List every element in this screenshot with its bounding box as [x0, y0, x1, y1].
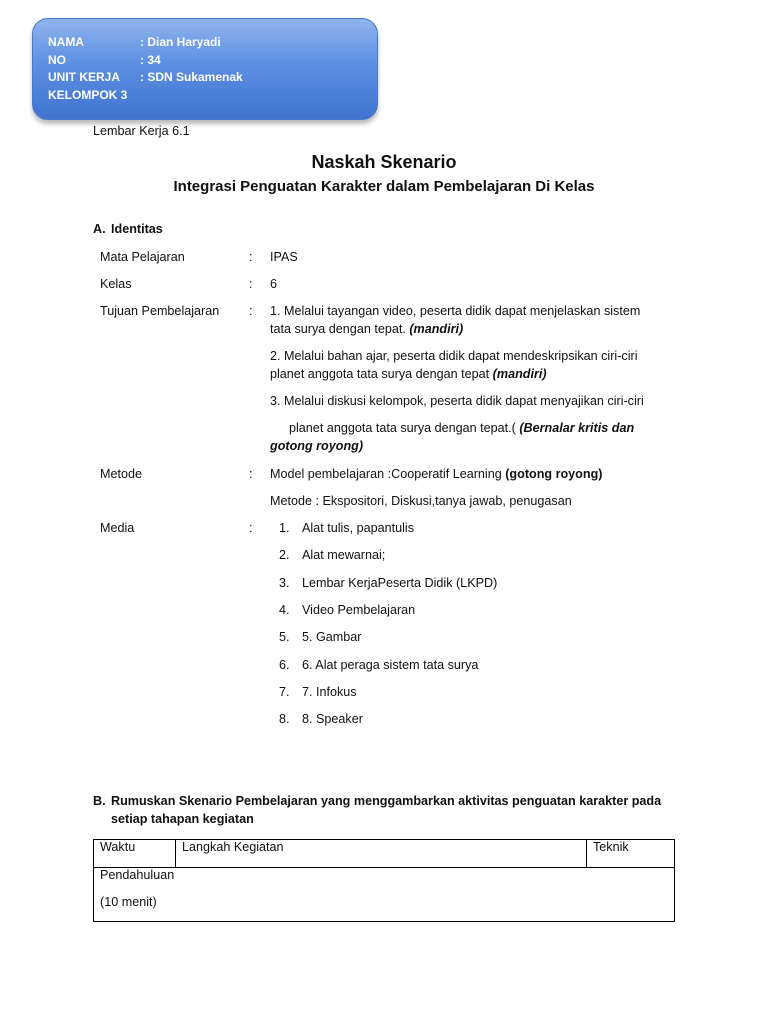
class-value: 6 [270, 277, 278, 291]
table-row-duration: (10 menit) [100, 895, 157, 909]
media-label: Media [100, 521, 135, 535]
goal-3-line-2: planet anggota tata surya dengan tepat.( (Bernalar kritis dan [289, 421, 635, 435]
media-item: 5. 5. Gambar [279, 630, 362, 644]
table-border-left [93, 839, 94, 922]
identity-box [32, 18, 378, 120]
no-label: NO [48, 53, 66, 67]
method-list: Metode : Ekspositori, Diskusi,tanya jawab, penugasan [270, 494, 572, 508]
subject-value: IPAS [270, 250, 298, 264]
class-colon: : [249, 277, 253, 291]
media-item: 4. Video Pembelajaran [279, 603, 416, 617]
goal-1-line-2: tata surya dengan tepat. (mandiri) [270, 322, 464, 336]
method-label: Metode [100, 467, 143, 481]
no-value: : 34 [140, 53, 161, 67]
goal-label: Tujuan Pembelajaran [100, 304, 220, 318]
section-a-number: A. [93, 222, 106, 236]
method-colon: : [249, 467, 253, 481]
table-row-pendahuluan: Pendahuluan [100, 868, 175, 882]
sheet-label: Lembar Kerja 6.1 [93, 124, 190, 138]
media-item: 2. Alat mewarnai; [279, 548, 386, 562]
table-border-bottom [93, 921, 675, 922]
section-a-heading: Identitas [111, 222, 163, 236]
group-label: KELOMPOK 3 [48, 88, 128, 102]
table-header-langkah: Langkah Kegiatan [182, 840, 284, 854]
table-header-waktu: Waktu [100, 840, 136, 854]
method-model: Model pembelajaran :Cooperatif Learning (gotong royong) [270, 467, 603, 481]
unit-value: : SDN Sukamenak [140, 70, 243, 84]
section-b-number: B. [93, 794, 106, 808]
table-header-divider [93, 867, 675, 868]
table-header-teknik: Teknik [593, 840, 629, 854]
goal-3-line-1: 3. Melalui diskusi kelompok, peserta didik dapat menyajikan ciri-ciri [270, 394, 644, 408]
section-b-heading-line-1: Rumuskan Skenario Pembelajaran yang menggambarkan aktivitas penguatan karakter pada [111, 794, 662, 808]
media-item: 8. 8. Speaker [279, 712, 363, 726]
media-item: 1. Alat tulis, papantulis [279, 521, 415, 535]
media-item: 3. Lembar KerjaPeserta Didik (LKPD) [279, 576, 498, 590]
name-label: NAMA [48, 35, 84, 49]
table-border-right [674, 839, 675, 922]
class-label: Kelas [100, 277, 132, 291]
table-col-divider-2 [586, 839, 587, 867]
table-col-divider-1 [175, 839, 176, 867]
media-colon: : [249, 521, 253, 535]
goal-3-line-3: gotong royong) [270, 439, 364, 453]
section-b-heading-line-2: setiap tahapan kegiatan [111, 812, 254, 826]
media-item: 7. 7. Infokus [279, 685, 357, 699]
page-title: Naskah Skenario [311, 152, 457, 172]
goal-2-line-2: planet anggota tata surya dengan tepat (mandiri) [270, 367, 547, 381]
page-subtitle: Integrasi Penguatan Karakter dalam Pembelajaran Di Kelas [173, 178, 595, 195]
unit-label: UNIT KERJA [48, 70, 121, 84]
goal-1-line-1: 1. Melalui tayangan video, peserta didik dapat menjelaskan sistem [270, 304, 641, 318]
subject-label: Mata Pelajaran [100, 250, 185, 264]
goal-colon: : [249, 304, 253, 318]
goal-2-line-1: 2. Melalui bahan ajar, peserta didik dapat mendeskripsikan ciri-ciri [270, 349, 638, 363]
subject-colon: : [249, 250, 253, 264]
table-border-top [93, 839, 675, 840]
name-value: : Dian Haryadi [140, 35, 221, 49]
media-item: 6. 6. Alat peraga sistem tata surya [279, 658, 479, 672]
